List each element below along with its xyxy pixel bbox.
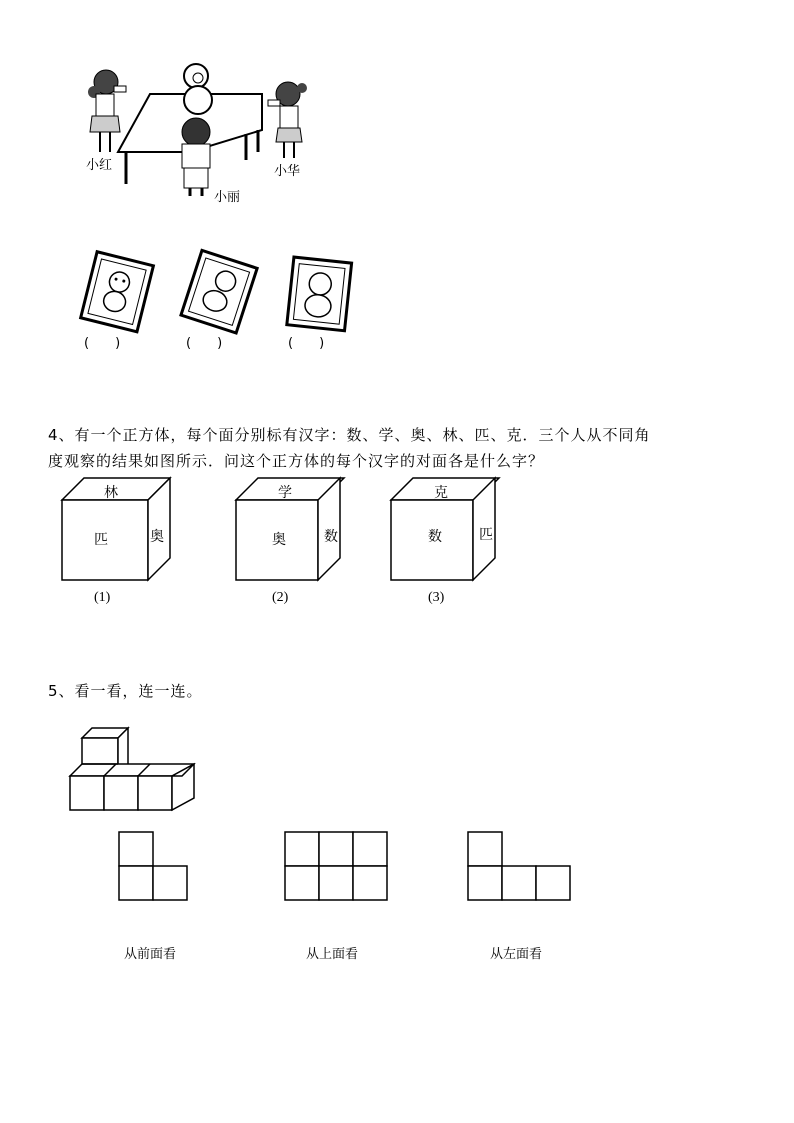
cube-2-front-label: 奥 [272,532,286,548]
block-arrangement [70,726,200,816]
answer-blank-2[interactable]: ( ) [186,336,223,351]
cube-3-caption: (3) [428,590,445,605]
name-label-xiaohua: 小华 [274,164,301,179]
view-label-front: 从前面看 [124,947,177,962]
cube-1-side-label: 奥 [150,529,164,545]
photo-monkey-side [180,252,260,332]
cube-1-front-label: 匹 [94,532,108,548]
cube-2-side-label: 数 [324,529,338,545]
name-label-xiaohong: 小红 [86,158,113,173]
view-shape-3 [467,831,573,901]
cube-3-side-label: 匹 [479,527,493,543]
question-4-line1: 4、有一个正方体，每个面分别标有汉字：数、学、奥、林、匹、克．三个人从不同角 [48,426,651,444]
photo-monkey-front [78,252,158,332]
cube-2-top-label: 学 [278,485,292,501]
cube-3-top-label: 克 [434,485,448,501]
view-shape-1 [118,831,190,901]
scene-illustration [70,60,330,210]
view-shape-2 [284,831,390,901]
cube-3-front-label: 数 [428,529,442,545]
view-label-left: 从左面看 [490,947,543,962]
cube-1-caption: (1) [94,590,111,605]
answer-blank-1[interactable]: ( ) [84,336,121,351]
question-4-line2: 度观察的结果如图所示．问这个正方体的每个汉字的对面各是什么字？ [48,452,545,470]
cube-1-top-label: 林 [104,485,118,501]
view-label-top: 从上面看 [306,947,359,962]
question-5-text: 5、看一看，连一连。 [48,682,203,700]
photo-monkey-back [282,256,358,336]
answer-blank-3[interactable]: ( ) [288,336,325,351]
cube-2-caption: (2) [272,590,289,605]
name-label-xiaoli: 小丽 [214,190,241,205]
